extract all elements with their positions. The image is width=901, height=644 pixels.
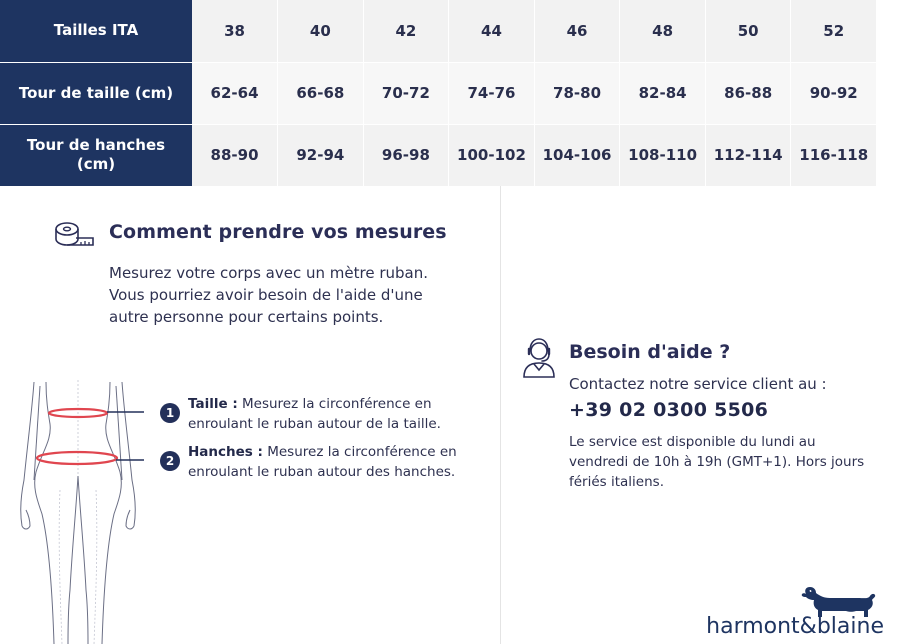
table-cell: 38 (192, 0, 278, 62)
table-cell: 42 (363, 0, 449, 62)
table-cell: 78-80 (534, 62, 620, 124)
measure-step-waist (160, 394, 480, 434)
table-cell: 70-72 (363, 62, 449, 124)
table-cell: 112-114 (705, 124, 791, 186)
table-cell: 86-88 (705, 62, 791, 124)
step-instruction: Mesurez la circonférence en enroulant le ruban autour des hanches. (188, 444, 457, 480)
size-chart-table (0, 0, 877, 187)
table-cell: 90-92 (791, 62, 877, 124)
step-instruction: Mesurez la circonférence en enroulant le ruban autour de la taille. (188, 396, 441, 432)
step-text (188, 394, 488, 434)
table-row (0, 124, 877, 186)
step-text (188, 442, 488, 482)
measure-title: Comment prendre vos mesures (109, 221, 447, 243)
step-label: Taille : (188, 396, 238, 412)
row-header: Tour de taille (cm) (0, 62, 192, 124)
customer-service-icon (522, 337, 556, 379)
help-contact-text: Contactez notre service client au : (569, 375, 827, 393)
help-title: Besoin d'aide ? (569, 341, 731, 363)
table-row (0, 62, 877, 124)
table-cell: 50 (705, 0, 791, 62)
help-phone-link[interactable]: +39 02 0300 5506 (569, 399, 769, 421)
table-cell: 66-68 (278, 62, 364, 124)
row-header: Tailles ITA (0, 0, 192, 62)
table-cell: 82-84 (620, 62, 706, 124)
table-cell: 48 (620, 0, 706, 62)
step-label: Hanches : (188, 444, 263, 460)
table-cell: 44 (449, 0, 535, 62)
table-cell: 52 (791, 0, 877, 62)
table-cell: 46 (534, 0, 620, 62)
table-cell: 92-94 (278, 124, 364, 186)
row-header: Tour de hanches (cm) (0, 124, 192, 186)
step-number-badge: 1 (160, 403, 180, 423)
brand-wordmark[interactable]: harmont&blaine (706, 614, 884, 639)
table-cell: 88-90 (192, 124, 278, 186)
body-silhouette-icon (12, 380, 144, 644)
table-cell: 40 (278, 0, 364, 62)
table-row (0, 0, 877, 62)
table-cell: 96-98 (363, 124, 449, 186)
table-cell: 104-106 (534, 124, 620, 186)
table-cell: 108-110 (620, 124, 706, 186)
section-divider (500, 186, 501, 644)
table-cell: 74-76 (449, 62, 535, 124)
table-cell: 116-118 (791, 124, 877, 186)
help-hours-text: Le service est disponible du lundi au vendredi de 10h à 19h (GMT+1). Hors jours fériés italiens. (569, 434, 865, 490)
table-cell: 100-102 (449, 124, 535, 186)
measure-description: Mesurez votre corps avec un mètre ruban. Vous pourriez avoir besoin de l'aide d'une autre personne pour certains points. (109, 264, 428, 326)
measuring-tape-icon (54, 220, 94, 248)
measure-step-hips (160, 442, 480, 482)
table-cell: 62-64 (192, 62, 278, 124)
step-number-badge: 2 (160, 451, 180, 471)
